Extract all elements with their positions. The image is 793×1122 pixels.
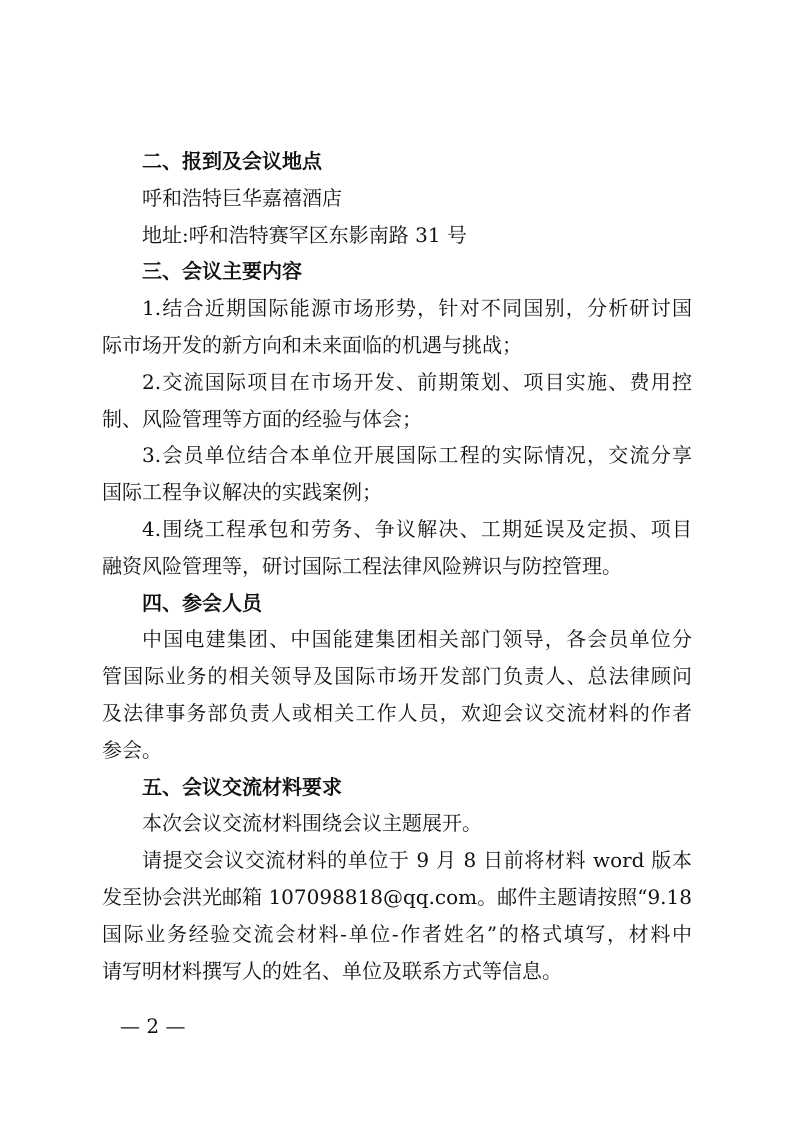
materials-line-1: 本次会议交流材料围绕会议主题展开。 (142, 811, 482, 836)
section-heading-participants: 四、参会人员 (142, 590, 262, 615)
participants-line-1: 中国电建集团、中国能建集团相关部门领导，各会员单位分 (142, 627, 692, 652)
materials-line-5: 请写明材料撰写人的姓名、单位及联系方式等信息。 (102, 958, 562, 983)
content-item-2-line-2: 制、风险管理等方面的经验与体会； (102, 406, 422, 431)
materials-line-4: 国际业务经验交流会材料-单位-作者姓名”的格式填写，材料中 (102, 921, 692, 946)
content-item-4-line-2: 融资风险管理等，研讨国际工程法律风险辨识与防控管理。 (102, 553, 622, 578)
participants-line-3: 及法律事务部负责人或相关工作人员，欢迎会议交流材料的作者 (102, 700, 692, 725)
participants-line-2: 管国际业务的相关领导及国际市场开发部门负责人、总法律顾问 (102, 664, 692, 689)
participants-line-4: 参会。 (102, 737, 162, 762)
materials-line-3: 发至协会洪光邮箱 107098818@qq.com。邮件主题请按照“9.18 (102, 884, 692, 909)
venue-hotel: 呼和浩特巨华嘉禧酒店 (142, 185, 342, 210)
content-item-3-line-1: 3.会员单位结合本单位开展国际工程的实际情况，交流分享 (142, 443, 692, 468)
venue-address: 地址:呼和浩特赛罕区东影南路 31 号 (142, 222, 467, 247)
section-heading-materials: 五、会议交流材料要求 (142, 774, 342, 799)
page-number: — 2 — (120, 1014, 186, 1038)
content-item-1-line-1: 1.结合近期国际能源市场形势，针对不同国别，分析研讨国 (142, 296, 692, 321)
content-item-1-line-2: 际市场开发的新方向和未来面临的机遇与挑战； (102, 332, 522, 357)
section-heading-content: 三、会议主要内容 (142, 259, 302, 284)
materials-line-2: 请提交会议交流材料的单位于 9 月 8 日前将材料 word 版本 (142, 848, 692, 873)
content-item-4-line-1: 4.围绕工程承包和劳务、争议解决、工期延误及定损、项目 (142, 516, 692, 541)
section-heading-venue: 二、报到及会议地点 (142, 149, 322, 173)
content-item-3-line-2: 国际工程争议解决的实践案例； (102, 480, 382, 505)
content-item-2-line-1: 2.交流国际项目在市场开发、前期策划、项目实施、费用控 (142, 369, 692, 394)
document-body (102, 143, 692, 989)
